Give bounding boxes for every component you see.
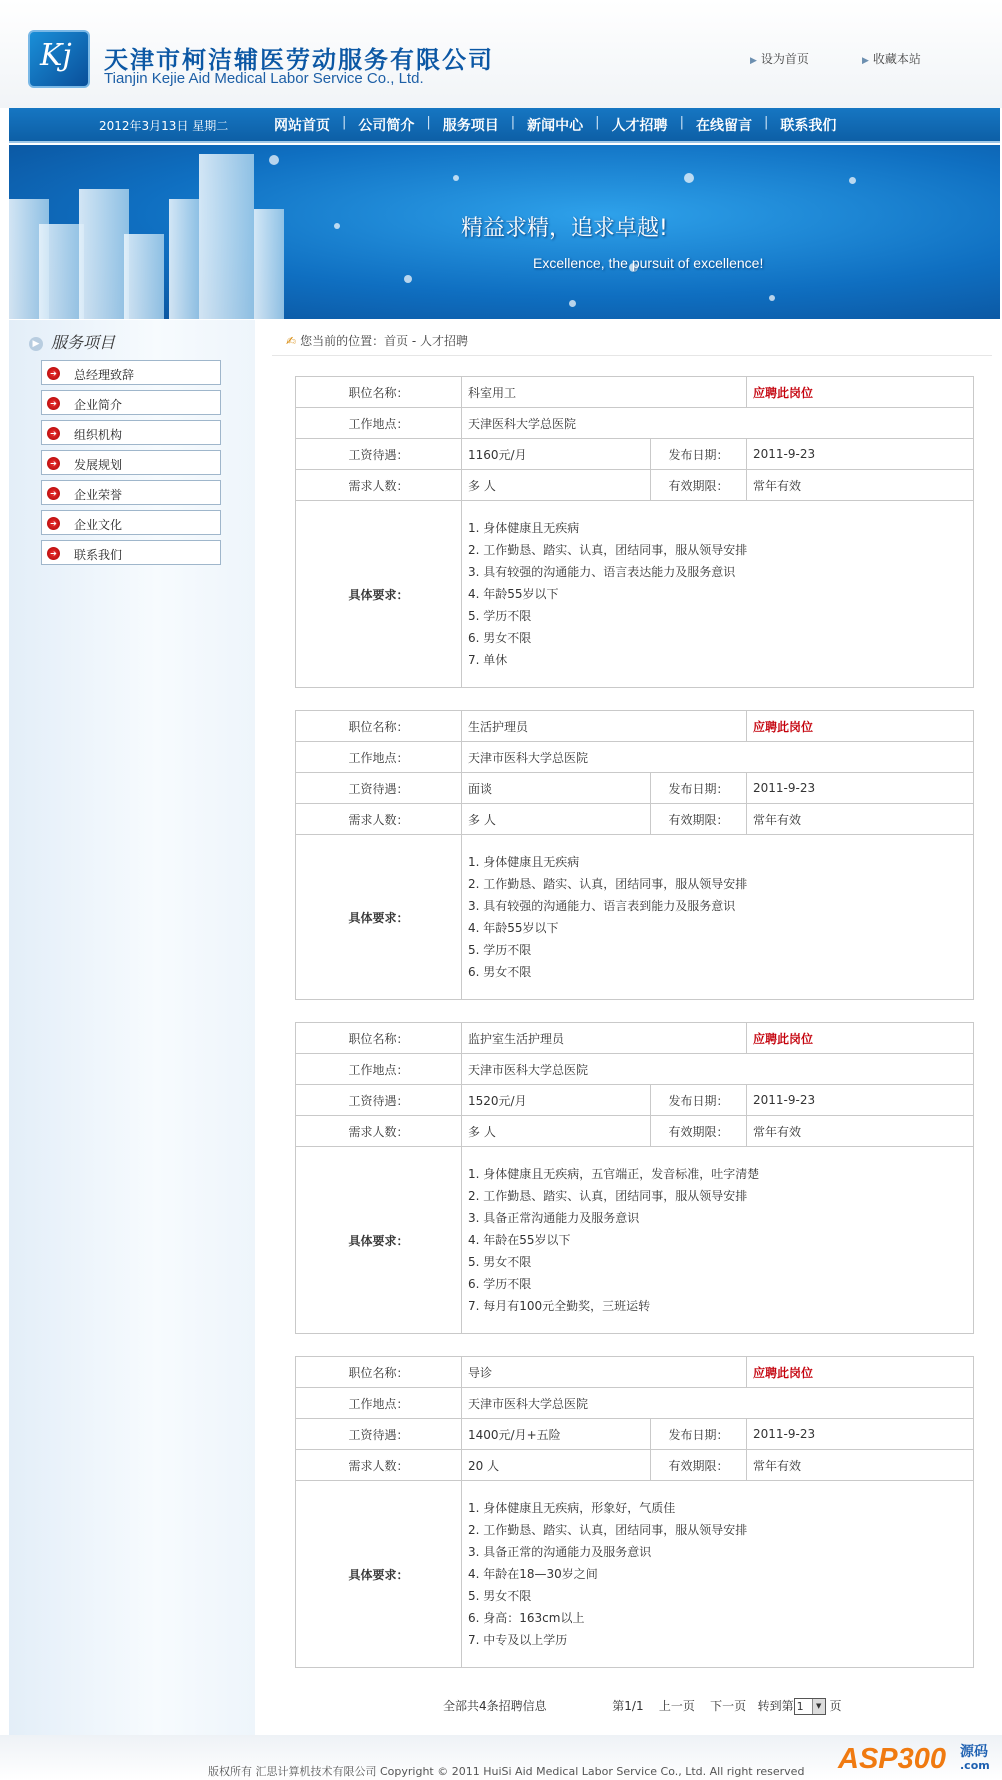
main-nav bbox=[9, 108, 1000, 143]
position-label: 职位名称： bbox=[296, 1023, 462, 1054]
nav-home[interactable]: 网站首页 bbox=[274, 118, 330, 134]
salary-label: 工资待遇： bbox=[296, 773, 462, 804]
valid-period-label: 有效期限： bbox=[651, 470, 747, 501]
position-value: 导诊 bbox=[462, 1357, 747, 1388]
requirement-item: 1. 身体健康且无疾病 bbox=[468, 521, 580, 535]
sidebar-item-label: 企业荣誉 bbox=[74, 488, 123, 502]
requirement-item: 2. 工作勤恳、踏实、认真，团结同事，服从领导安排 bbox=[468, 543, 748, 557]
salary-label: 工资待遇： bbox=[296, 1419, 462, 1450]
requirement-item: 6. 男女不限 bbox=[468, 965, 532, 979]
headcount-label: 需求人数： bbox=[296, 1450, 462, 1481]
salary-value: 1520元/月 bbox=[462, 1085, 651, 1116]
requirement-item: 4. 年龄55岁以下 bbox=[468, 921, 559, 935]
location-value: 天津市医科大学总医院 bbox=[462, 1054, 974, 1085]
salary-value: 1400元/月+五险 bbox=[462, 1419, 651, 1450]
page-select-value: 1 bbox=[796, 1700, 804, 1713]
set-home-link[interactable] bbox=[750, 50, 809, 67]
sparkle bbox=[769, 295, 775, 301]
location-label: 工作地点： bbox=[296, 1388, 462, 1419]
nav-items bbox=[274, 115, 836, 135]
bookmark-link[interactable] bbox=[862, 50, 921, 67]
valid-period-value: 常年有效 bbox=[747, 1450, 974, 1481]
requirement-item: 3. 具备正常沟通能力及服务意识 bbox=[468, 1211, 640, 1225]
sidebar-item-contact[interactable] bbox=[41, 540, 221, 565]
valid-period-value: 常年有效 bbox=[747, 1116, 974, 1147]
requirements-list bbox=[462, 835, 974, 1000]
publish-date-label: 发布日期： bbox=[651, 1085, 747, 1116]
building-graphic bbox=[79, 189, 129, 319]
sparkle bbox=[269, 155, 279, 165]
publish-date-label: 发布日期： bbox=[651, 1419, 747, 1450]
logo-text: Kj bbox=[40, 38, 72, 73]
arrow-circle-icon: ➔ bbox=[47, 517, 60, 530]
watermark-logo bbox=[830, 1725, 1000, 1780]
company-logo[interactable] bbox=[28, 30, 90, 88]
arrow-icon: ▶ bbox=[750, 56, 757, 66]
total-count: 全部共4条招聘信息 bbox=[443, 1699, 547, 1713]
arrow-circle-icon: ➔ bbox=[47, 397, 60, 410]
location-label: 工作地点： bbox=[296, 1054, 462, 1085]
publish-date-value: 2011-9-23 bbox=[747, 773, 974, 804]
requirement-item: 7. 单休 bbox=[468, 653, 508, 667]
location-value: 天津市医科大学总医院 bbox=[462, 742, 974, 773]
job-table bbox=[295, 710, 974, 1000]
nav-about[interactable]: 公司简介 bbox=[358, 118, 415, 134]
sidebar-item-label: 发展规划 bbox=[74, 458, 123, 472]
job-table bbox=[295, 1022, 974, 1334]
arrow-circle-icon: ➔ bbox=[47, 427, 60, 440]
publish-date-label: 发布日期： bbox=[651, 773, 747, 804]
sidebar-title-text: 服务项目 bbox=[51, 333, 116, 352]
valid-period-value: 常年有效 bbox=[747, 804, 974, 835]
building-graphic bbox=[254, 209, 284, 319]
nav-services[interactable]: 服务项目 bbox=[442, 118, 499, 134]
headcount-value: 多 人 bbox=[462, 804, 651, 835]
location-label: 工作地点： bbox=[296, 408, 462, 439]
requirement-item: 3. 具备正常的沟通能力及服务意识 bbox=[468, 1545, 652, 1559]
sidebar-item-label: 企业简介 bbox=[74, 398, 123, 412]
page-indicator: 第1/1 bbox=[612, 1699, 644, 1713]
sparkle bbox=[404, 275, 412, 283]
position-label: 职位名称： bbox=[296, 711, 462, 742]
requirement-item: 5. 男女不限 bbox=[468, 1255, 532, 1269]
sidebar-item-label: 联系我们 bbox=[74, 548, 123, 562]
banner-slogan-en: Excellence, the pursuit of excellence! bbox=[533, 255, 764, 271]
valid-period-label: 有效期限： bbox=[651, 804, 747, 835]
nav-jobs[interactable]: 人才招聘 bbox=[611, 118, 668, 134]
banner bbox=[9, 145, 1000, 319]
site-subtitle: Tianjin Kejie Aid Medical Labor Service Co., Ltd. bbox=[104, 70, 424, 87]
requirements-list bbox=[462, 1147, 974, 1334]
requirement-item: 3. 具有较强的沟通能力、语言表达能力及服务意识 bbox=[468, 565, 736, 579]
nav-news[interactable]: 新闻中心 bbox=[527, 118, 584, 134]
pagination bbox=[443, 1697, 842, 1715]
position-value: 科室用工 bbox=[462, 377, 747, 408]
next-page-link[interactable]: 下一页 bbox=[710, 1699, 747, 1713]
sidebar-item-ceo-message[interactable] bbox=[41, 360, 221, 385]
sparkle bbox=[453, 175, 459, 181]
set-home-label: 设为首页 bbox=[760, 52, 809, 66]
publish-date-value: 2011-9-23 bbox=[747, 439, 974, 470]
requirements-label: 具体要求： bbox=[296, 835, 462, 1000]
requirement-item: 5. 学历不限 bbox=[468, 609, 532, 623]
sidebar-item-profile[interactable] bbox=[41, 390, 221, 415]
breadcrumb bbox=[286, 332, 468, 349]
nav-separator: | bbox=[342, 115, 347, 130]
requirement-item: 1. 身体健康且无疾病，五官端正，发音标准，吐字清楚 bbox=[468, 1167, 760, 1181]
building-graphic bbox=[199, 154, 254, 319]
breadcrumb-text: 您当前的位置：首页 - 人才招聘 bbox=[300, 334, 469, 348]
page-select[interactable] bbox=[794, 1698, 826, 1715]
prev-page-link[interactable]: 上一页 bbox=[658, 1699, 695, 1713]
requirement-item: 7. 每月有100元全勤奖，三班运转 bbox=[468, 1299, 651, 1313]
job-table bbox=[295, 376, 974, 688]
requirement-item: 3. 具有较强的沟通能力、语言表到能力及服务意识 bbox=[468, 899, 736, 913]
watermark-main: ASP300 bbox=[838, 1743, 947, 1775]
requirements-label: 具体要求： bbox=[296, 1481, 462, 1668]
nav-separator: | bbox=[510, 115, 516, 130]
arrow-circle-icon: ➔ bbox=[47, 457, 60, 470]
sidebar-title bbox=[29, 330, 115, 353]
salary-label: 工资待遇： bbox=[296, 439, 462, 470]
banner-slogan: 精益求精，追求卓越! bbox=[461, 216, 668, 241]
copyright-text: 版权所有 汇思计算机技术有限公司 Copyright © 2011 HuiSi Aid Medical Labor Service Co., Ltd. All right reserved bbox=[208, 1765, 805, 1778]
requirement-item: 7. 中专及以上学历 bbox=[468, 1633, 568, 1647]
requirement-item: 4. 年龄在18—30岁之间 bbox=[468, 1567, 598, 1581]
sidebar-item-honors[interactable] bbox=[41, 480, 221, 505]
goto-label: 转到第 bbox=[757, 1699, 794, 1713]
arrow-circle-icon: ➔ bbox=[47, 367, 60, 380]
apply-link[interactable]: 应聘此岗位 bbox=[747, 1357, 974, 1388]
nav-date: 2012年3月13日 星期二 bbox=[99, 119, 229, 133]
pointing-hand-icon: ✍ bbox=[286, 334, 297, 348]
sidebar-item-planning[interactable] bbox=[41, 450, 221, 475]
requirement-item: 5. 学历不限 bbox=[468, 943, 532, 957]
page-suffix: 页 bbox=[829, 1699, 842, 1713]
requirement-item: 2. 工作勤恳、踏实、认真，团结同事，服从领导安排 bbox=[468, 877, 748, 891]
sidebar-item-label: 组织机构 bbox=[74, 428, 123, 442]
requirement-item: 6. 男女不限 bbox=[468, 631, 532, 645]
requirement-item: 6. 学历不限 bbox=[468, 1277, 532, 1291]
valid-period-label: 有效期限： bbox=[651, 1450, 747, 1481]
nav-contact[interactable]: 联系我们 bbox=[780, 118, 837, 134]
location-value: 天津医科大学总医院 bbox=[462, 408, 974, 439]
sidebar-item-culture[interactable] bbox=[41, 510, 221, 535]
location-label: 工作地点： bbox=[296, 742, 462, 773]
position-label: 职位名称： bbox=[296, 1357, 462, 1388]
headcount-label: 需求人数： bbox=[296, 1116, 462, 1147]
requirements-label: 具体要求： bbox=[296, 1147, 462, 1334]
nav-separator: | bbox=[595, 115, 600, 130]
requirement-item: 6. 身高：163cm以上 bbox=[468, 1611, 585, 1625]
building-graphic bbox=[39, 224, 84, 319]
headcount-label: 需求人数： bbox=[296, 804, 462, 835]
divider bbox=[272, 355, 992, 356]
nav-separator: | bbox=[763, 115, 769, 130]
requirement-item: 1. 身体健康且无疾病 bbox=[468, 855, 580, 869]
location-value: 天津市医科大学总医院 bbox=[462, 1388, 974, 1419]
position-value: 监护室生活护理员 bbox=[462, 1023, 747, 1054]
requirements-label: 具体要求： bbox=[296, 501, 462, 688]
headcount-value: 多 人 bbox=[462, 470, 651, 501]
headcount-value: 多 人 bbox=[462, 1116, 651, 1147]
headcount-value: 20 人 bbox=[462, 1450, 651, 1481]
header bbox=[0, 0, 1002, 108]
publish-date-value: 2011-9-23 bbox=[747, 1419, 974, 1450]
requirement-item: 4. 年龄55岁以下 bbox=[468, 587, 559, 601]
headcount-label: 需求人数： bbox=[296, 470, 462, 501]
valid-period-value: 常年有效 bbox=[747, 470, 974, 501]
watermark-side: 源码 bbox=[960, 1744, 988, 1760]
apply-link[interactable]: 应聘此岗位 bbox=[747, 1023, 974, 1054]
sparkle bbox=[684, 173, 694, 183]
arrow-icon: ▶ bbox=[862, 56, 869, 66]
nav-separator: | bbox=[426, 115, 431, 130]
triangle-icon: ▶ bbox=[29, 337, 43, 351]
requirement-item: 4. 年龄在55岁以下 bbox=[468, 1233, 571, 1247]
position-label: 职位名称： bbox=[296, 377, 462, 408]
requirement-item: 1. 身体健康且无疾病，形象好，气质佳 bbox=[468, 1501, 676, 1515]
nav-message[interactable]: 在线留言 bbox=[695, 118, 752, 134]
requirements-list bbox=[462, 501, 974, 688]
building-graphic bbox=[169, 199, 199, 319]
sidebar-item-label: 总经理致辞 bbox=[74, 368, 135, 382]
requirement-item: 5. 男女不限 bbox=[468, 1589, 532, 1603]
sidebar-item-organization[interactable] bbox=[41, 420, 221, 445]
site-title: 天津市柯洁辅医劳动服务有限公司 bbox=[104, 46, 494, 74]
sparkle bbox=[849, 177, 856, 184]
watermark-domain: .com bbox=[960, 1759, 990, 1772]
building-graphic bbox=[124, 234, 164, 319]
sparkle bbox=[334, 223, 340, 229]
salary-value: 1160元/月 bbox=[462, 439, 651, 470]
nav-separator: | bbox=[679, 115, 684, 130]
salary-value: 面谈 bbox=[462, 773, 651, 804]
job-table bbox=[295, 1356, 974, 1668]
dropdown-arrow-icon: ▼ bbox=[812, 1699, 825, 1714]
requirement-item: 2. 工作勤恳、踏实、认真，团结同事，服从领导安排 bbox=[468, 1189, 748, 1203]
sidebar-item-label: 企业文化 bbox=[74, 518, 123, 532]
valid-period-label: 有效期限： bbox=[651, 1116, 747, 1147]
apply-link[interactable]: 应聘此岗位 bbox=[747, 711, 974, 742]
sparkle bbox=[569, 300, 576, 307]
publish-date-label: 发布日期： bbox=[651, 439, 747, 470]
requirement-item: 2. 工作勤恳、踏实、认真，团结同事，服从领导安排 bbox=[468, 1523, 748, 1537]
apply-link[interactable]: 应聘此岗位 bbox=[747, 377, 974, 408]
publish-date-value: 2011-9-23 bbox=[747, 1085, 974, 1116]
position-value: 生活护理员 bbox=[462, 711, 747, 742]
requirements-list bbox=[462, 1481, 974, 1668]
arrow-circle-icon: ➔ bbox=[47, 487, 60, 500]
salary-label: 工资待遇： bbox=[296, 1085, 462, 1116]
bookmark-label: 收藏本站 bbox=[872, 52, 921, 66]
arrow-circle-icon: ➔ bbox=[47, 547, 60, 560]
sidebar bbox=[9, 320, 255, 1735]
